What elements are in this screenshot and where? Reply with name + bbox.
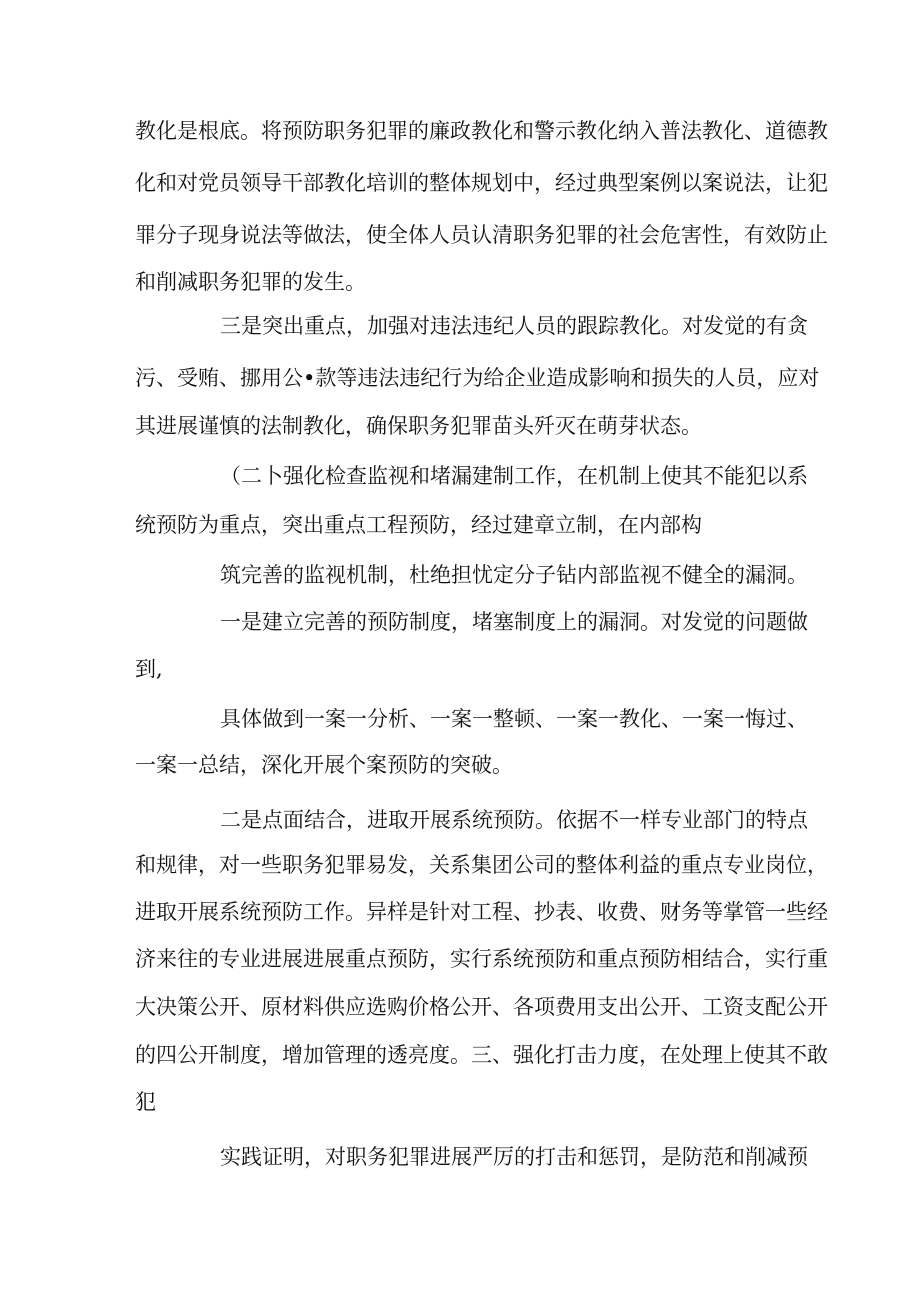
text-line: 到, [135,657,163,681]
text-line: 的四公开制度，增加管理的透亮度。三、强化打击力度，在处理上使其不敢 [135,1043,828,1067]
text-line: 实践证明，对职务犯罪进展严厉的打击和惩罚，是防范和削减预 [220,1145,808,1169]
text-line: 二是点面结合，进取开展系统预防。依据不一样专业部门的特点 [220,808,808,832]
text-line: 教化是根底。将预防职务犯罪的廉政教化和警示教化纳入普法教化、道德教 [135,119,828,143]
text-line: 其进展谨慎的法制教化，确保职务犯罪苗头歼灭在萌芽状态。 [135,414,702,438]
text-line: 和削减职务犯罪的发生。 [135,270,366,294]
text-line: 大决策公开、原材料供应选购价格公开、各项费用支出公开、工资支配公开 [135,995,828,1019]
text-line: 三是突出重点，加强对违法违纪人员的跟踪教化。对发觉的有贪 [220,314,808,338]
text-line: 进取开展系统预防工作。异样是针对工程、抄表、收费、财务等掌管一些经 [135,900,828,924]
text-line: 一案一总结，深化开展个案预防的突破。 [135,753,513,777]
text-line: 济来往的专业进展进展重点预防，实行系统预防和重点预防相结合，实行重 [135,947,828,971]
text-line: 统预防为重点，突出重点工程预防，经过建章立制，在内部构 [135,513,702,537]
text-line: 一是建立完善的预防制度，堵塞制度上的漏洞。对发觉的问题做 [220,610,808,634]
text-line: 筑完善的监视机制，杜绝担忧定分子钻内部监视不健全的漏洞。 [220,563,808,587]
text-line: 犯 [135,1090,156,1114]
text-line: 和规律，对一些职务犯罪易发，关系集团公司的整体利益的重点专业岗位， [135,853,828,877]
text-line: （二卜强化检查监视和堵漏建制工作，在机制上使其不能犯以系 [220,464,808,488]
text-line: 污、受贿、挪用公•款等违法违纪行为给企业造成影响和损失的人员，应对 [135,366,820,390]
text-line: 罪分子现身说法等做法，使全体人员认清职务犯罪的社会危害性，有效防止 [135,223,828,247]
text-line: 化和对党员领导干部教化培训的整体规划中，经过典型案例以案说法，让犯 [135,171,828,195]
text-line: 具体做到一案一分析、一案一整顿、一案一教化、一案一悔过、 [220,707,808,731]
